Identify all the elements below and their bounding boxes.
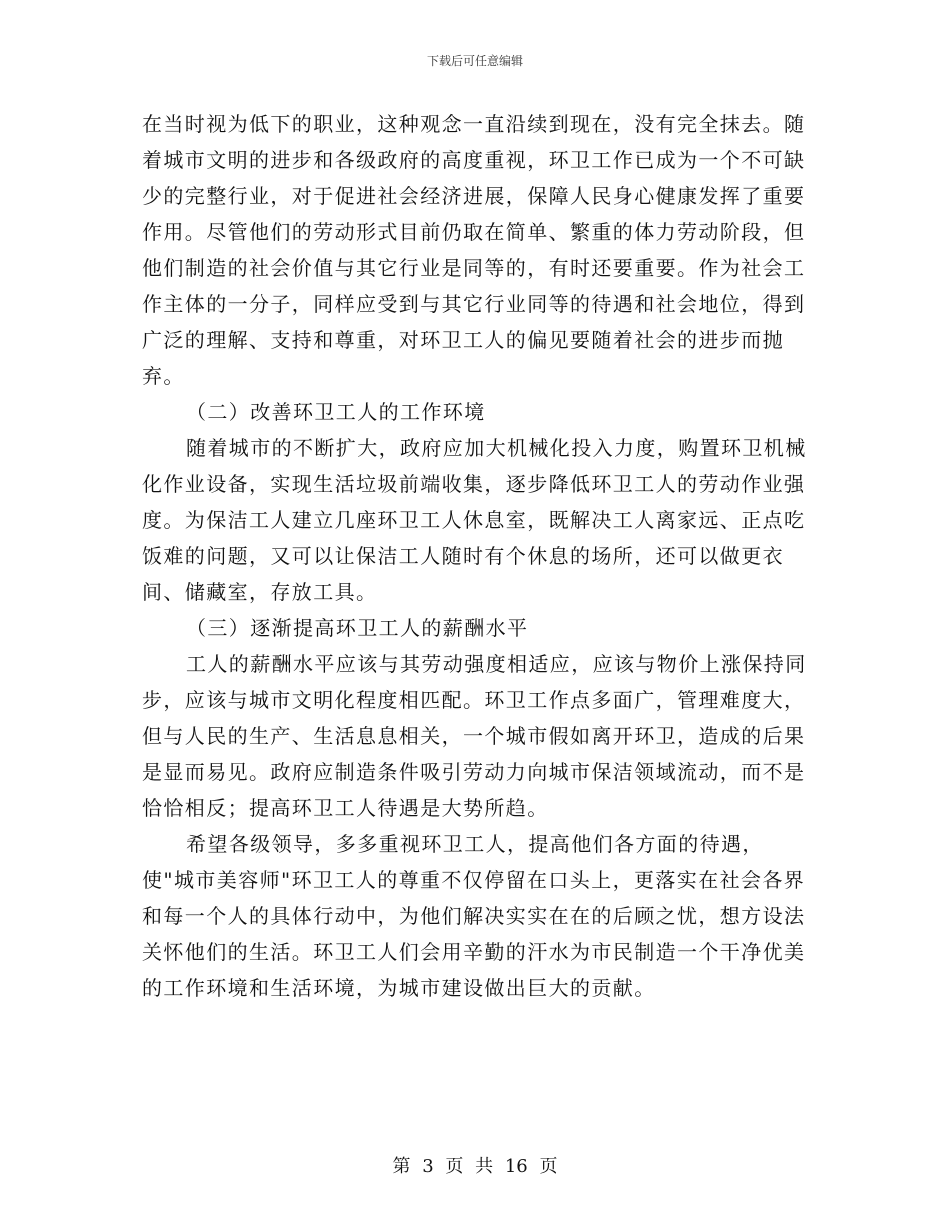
page-footer: 第 3 页 共 16 页 bbox=[392, 1156, 558, 1177]
page-header: 下载后可任意编辑 bbox=[426, 54, 523, 68]
paragraph-salary: 工人的薪酬水平应该与其劳动强度相适应，应该与物价上涨保持同步，应该与城市文明化程度相匹配。环卫工作点多面广，管理难度大，但与人民的生产、生活息息相关，一个城市假如离开环卫，造成的后果是显而易见。政府应制造条件吸引劳动力向城市保洁领域流动，而不是恰恰相反；提高环卫工人待遇是大势所趋。 bbox=[142, 652, 807, 820]
section-heading-3: （三）逐渐提高环卫工人的薪酬水平 bbox=[186, 616, 529, 640]
document-body bbox=[142, 106, 812, 1006]
paragraph-continuation: 在当时视为低下的职业，这种观念一直沿续到现在，没有完全抹去。随着城市文明的进步和各级政府的高度重视，环卫工作已成为一个不可缺少的完整行业，对于促进社会经济进展，保障人民身心健康发挥了重要作用。尽管他们的劳动形式目前仍取在简单、繁重的体力劳动阶段，但他们制造的社会价值与其它行业是同等的，有时还要重要。作为社会工作主体的一分子，同样应受到与其它行业同等的待遇和社会地位，得到广泛的理解、支持和尊重，对环卫工人的偏见要随着社会的进步而抛弃。 bbox=[142, 112, 806, 388]
paragraph-work-environment: 随着城市的不断扩大，政府应加大机械化投入力度，购置环卫机械化作业设备，实现生活垃圾前端收集，逐步降低环卫工人的劳动作业强度。为保洁工人建立几座环卫工人休息室，既解决工人离家远、正点吃饭难的问题，又可以让保洁工人随时有个休息的场所，还可以做更衣间、储藏室，存放工具。 bbox=[142, 436, 807, 604]
section-heading-2: （二）改善环卫工人的工作环境 bbox=[186, 400, 486, 424]
paragraph-conclusion: 希望各级领导，多多重视环卫工人，提高他们各方面的待遇，使"城市美容师"环卫工人的尊重不仅停留在口头上，更落实在社会各界和每一个人的具体行动中，为他们解决实实在在的后顾之忧，想方设法关怀他们的生活。环卫工人们会用辛勤的汗水为市民制造一个干净优美的工作环境和生活环境，为城市建设做出巨大的贡献。 bbox=[142, 832, 806, 1000]
